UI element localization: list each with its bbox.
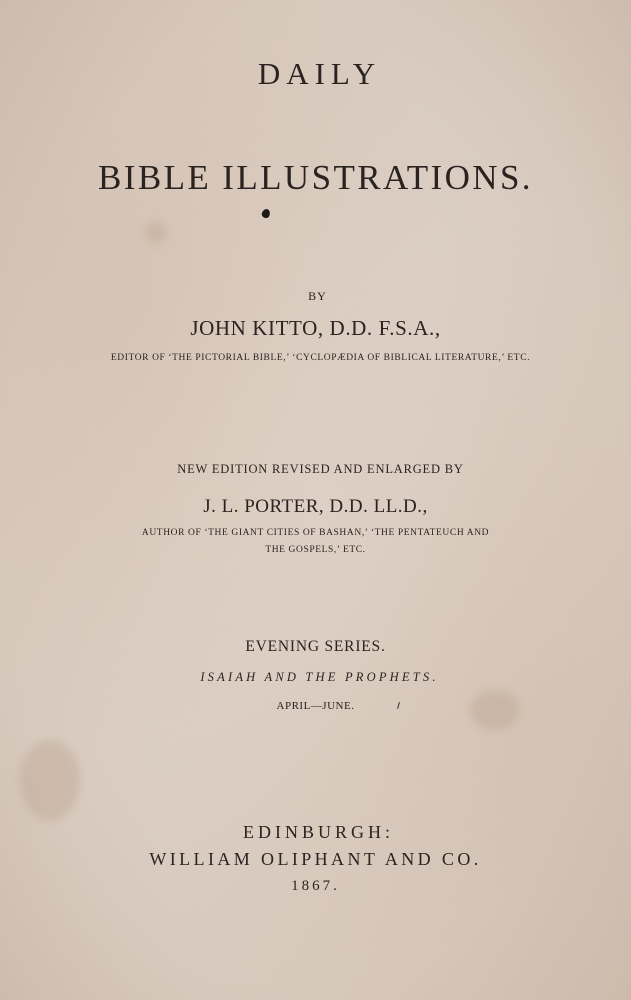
- paper-stain: [145, 222, 167, 244]
- publisher-name: WILLIAM OLIPHANT AND CO.: [149, 849, 482, 869]
- title-line-1: DAILY: [257, 56, 382, 91]
- series-subject: ISAIAH AND THE PROPHETS.: [200, 670, 439, 684]
- editor-description-line-1: AUTHOR OF ‘THE GIANT CITIES OF BASHAN,’ ‘THE PENTATEUCH AND: [141, 528, 490, 538]
- title-line-2: BIBLE ILLUSTRATIONS.: [98, 158, 533, 197]
- series-title: EVENING SERIES.: [245, 638, 386, 655]
- ink-mark: [261, 208, 272, 219]
- paper-stain: [20, 740, 80, 820]
- author-name: JOHN KITTO, D.D. F.S.A.,: [190, 316, 441, 340]
- by-line: BY: [308, 289, 327, 303]
- series-months: APRIL—JUNE.: [276, 700, 355, 712]
- publisher-city: EDINBURGH:: [243, 822, 394, 842]
- author-description: EDITOR OF ‘THE PICTORIAL BIBLE,’ ‘CYCLOPÆDIA OF BIBLICAL LITERATURE,’ ETC.: [110, 353, 531, 363]
- editor-name: J. L. PORTER, D.D. LL.D.,: [203, 496, 428, 517]
- editor-description-line-2: THE GOSPELS,’ ETC.: [265, 545, 366, 555]
- publication-year: 1867.: [291, 878, 340, 894]
- edition-note: NEW EDITION REVISED AND ENLARGED BY: [177, 462, 464, 476]
